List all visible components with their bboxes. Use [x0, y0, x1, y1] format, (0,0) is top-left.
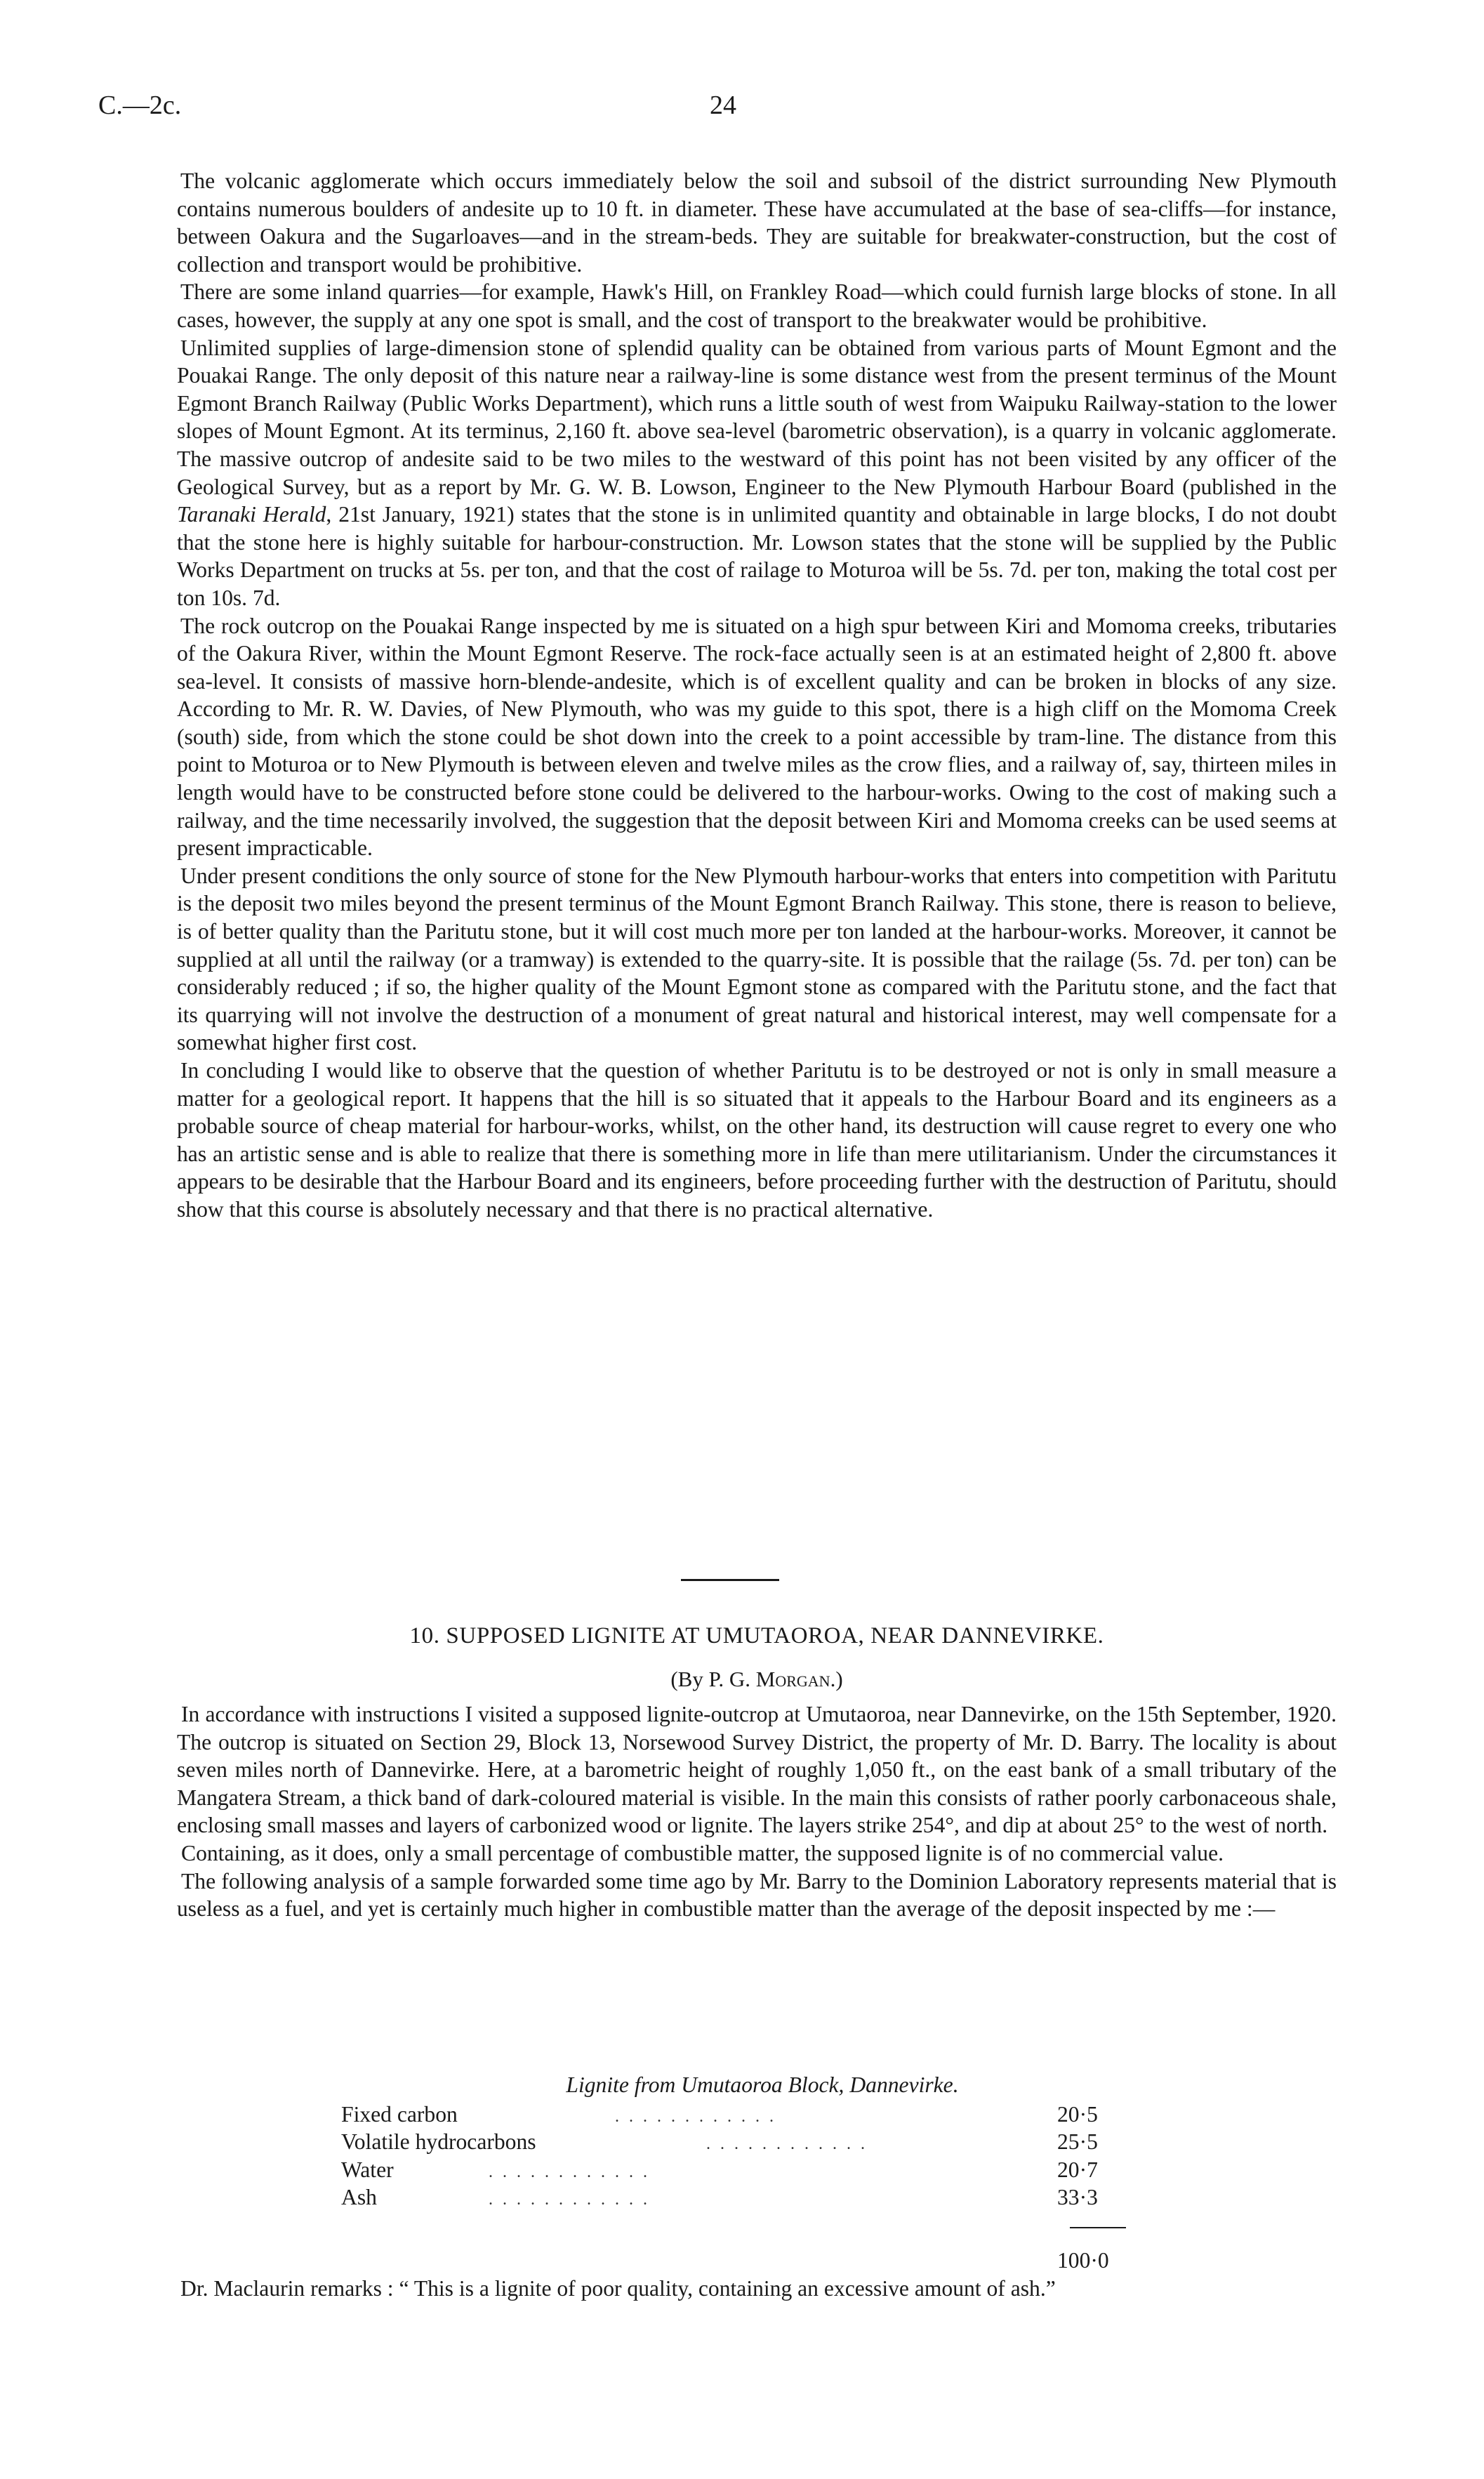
section-title: 10. SUPPOSED LIGNITE AT UMUTAOROA, NEAR DANNEVIRKE.: [409, 1623, 1104, 1648]
paragraph-mount-egmont-part1: Unlimited supplies of large-dimension stone of splendid quality can be obtained from various parts of Mount Egmont and the Pouakai Range. The only deposit of this nature near a railway-line is some distance west from the present terminus of the Mount Egmont Branch Railway (Public Works Department), which runs a little south of west from Waipuku Railway-station to the lower slopes of Mount Egmont. At its terminus, 2,160 ft. above sea-level (barometric observation), is a quarry in volcanic agglomerate. The massive outcrop of andesite said to be two miles to the westward of this point has not been visited by any officer of the Geological Survey, but as a report by Mr. G. W. B. Lowson, Engineer to the New Plymouth Harbour Board (published in the: [177, 335, 1337, 499]
table-row: [341, 2128, 1134, 2156]
analysis-table-title: Lignite from Umutaoroa Block, Dannevirke.: [566, 2073, 959, 2097]
remark-text: Dr. Maclaurin remarks : “ This is a lignite of poor quality, containing an excessive amount of ash.”: [180, 2276, 1056, 2301]
paragraph-pouakai-range: The rock outcrop on the Pouakai Range inspected by me is situated on a high spur between Kiri and Momoma creeks, tributaries of the Oakura River, within the Mount Egmont Reserve. The rock-face actually seen is at an estimated height of 2,800 ft. above sea-level. It consists of massive horn-blende-andesite, which is of excellent quality and can be broken in blocks of any size. According to Mr. R. W. Davies, of New Plymouth, who was my guide to this spot, there is a high cliff on the Momoma Creek (south) side, from which the stone could be shot down into the creek to a point accessible by tram-line. The distance from this point to Moturoa or to New Plymouth is between eleven and twelve miles as the crow flies, and a railway of, say, thirteen miles in length would have to be constructed before stone could be delivered to the harbour-works. Owing to the cost of making such a railway, and the time necessarily involved, the suggestion that the deposit between Kiri and Momoma creeks can be used seems at present impracticable.: [177, 613, 1337, 861]
table-row: [341, 2156, 1134, 2184]
section-body: [177, 1700, 1337, 1923]
byline-author: P. G. Morgan: [708, 1667, 830, 1691]
analysis-total: 100·0: [1057, 2248, 1109, 2273]
paragraph-analysis-intro: The following analysis of a sample forwarded some time ago by Mr. Barry to the Dominion Laboratory represents material that is useless as a fuel, and yet is certainly much higher in combustible matter than the average of the deposit inspected by me :—: [177, 1868, 1337, 1922]
total-rule: [1070, 2227, 1126, 2228]
paragraph-agglomerate: The volcanic agglomerate which occurs immediately below the soil and subsoil of the district surrounding New Plymouth contains numerous boulders of andesite up to 10 ft. in diameter. These have accumulated at the base of sea-cliffs—for instance, between Oakura and the Sugarloaves—and in the stream-beds. They are suitable for breakwater-construction, but the cost of collection and transport would be prohibitive.: [177, 168, 1337, 277]
row-label: Volatile hydrocarbons: [341, 2129, 536, 2155]
section-byline: [177, 1667, 1337, 1692]
document-reference: C.—2c.: [98, 91, 182, 120]
paragraph-present-conditions: Under present conditions the only source of stone for the New Plymouth harbour-works that enters into competition with Paritutu is the deposit two miles beyond the present terminus of the Mount Egmont Branch Railway. This stone, there is reason to believe, is of better quality than the Paritutu stone, but it will cost much more per ton landed at the harbour-works. Moreover, it cannot be supplied at all until the railway (or a tramway) is extended to the quarry-site. It is possible that the railage (5s. 7d. per ton) can be considerably reduced ; if so, the higher quality of the Mount Egmont stone as compared with the Paritutu stone, and the fact that its quarrying will not involve the destruction of a monument of great natural and historical interest, may well compensate for a somewhat higher first cost.: [177, 863, 1337, 1055]
section-divider: [681, 1579, 779, 1581]
remark: [177, 2275, 1337, 2303]
dot-leader: . . . . . . . . . . . .: [706, 2135, 868, 2154]
table-row: [341, 2183, 1134, 2212]
paragraph-visit: In accordance with instructions I visited a supposed lignite-outcrop at Umutaoroa, near Dannevirke, on the 15th September, 1920. The outcrop is situated on Section 29, Block 13, Norsewood Survey District, the property of Mr. D. Barry. The locality is about seven miles north of Dannevirke. Here, at a barometric height of roughly 1,050 ft., on the east bank of a small tributary of the Mangatera Stream, a thick band of dark-coloured material is visible. In the main this consists of rather poorly carbonaceous shale, enclosing small masses and layers of carbonized wood or lignite. The layers strike 254°, and dip at about 25° to the west of north.: [177, 1702, 1337, 1838]
main-body: [177, 167, 1337, 1224]
paragraph-commercial-value: Containing, as it does, only a small percentage of combustible matter, the supposed lignite is of no commercial value.: [181, 1840, 1224, 1865]
paragraph-mount-egmont-part2: , 21st January, 1921) states that the stone is in unlimited quantity and obtainable in large blocks, I do not doubt that the stone here is highly suitable for harbour-construction. Mr. Lowson states that the stone will be supplied by the Public Works Department on trucks at 5s. per ton, and that the cost of railage to Moturoa will be 5s. 7d. per ton, making the total cost per ton 10s. 7d.: [177, 502, 1337, 610]
page-header: [98, 90, 1348, 132]
paragraph-conclusion: In concluding I would like to observe that the question of whether Paritutu is to be destroyed or not is only in small measure a matter for a geological report. It happens that the hill is so situated that it appeals to the Harbour Board and its engineers as a probable source of cheap material for harbour-works, whilst, on the other hand, its destruction will cause regret to every one who has an artistic sense and is able to realize that there is something more in life than mere utilitarianism. Under the circumstances it appears to be desirable that the Harbour Board and its engineers, before proceeding further with the destruction of Paritutu, should show that this course is absolutely necessary and that there is no practical alternative.: [177, 1058, 1337, 1222]
row-value: 20·7: [1057, 2157, 1098, 2182]
table-row: [341, 2101, 1134, 2129]
row-label: Water: [341, 2157, 394, 2182]
byline-prefix: (By: [670, 1667, 709, 1691]
newspaper-title: Taranaki Herald: [177, 502, 326, 527]
row-label: Ash: [341, 2185, 377, 2210]
paragraph-inland-quarries: There are some inland quarries—for example, Hawk's Hill, on Frankley Road—which could furnish large blocks of stone. In all cases, however, the supply at any one spot is small, and the cost of transport to the breakwater would be prohibitive.: [177, 279, 1337, 332]
row-label: Fixed carbon: [341, 2101, 458, 2127]
dot-leader: . . . . . . . . . . . .: [615, 2107, 776, 2126]
byline-suffix: .): [830, 1667, 843, 1691]
dot-leader: . . . . . . . . . . . .: [489, 2190, 650, 2209]
analysis-table: [341, 2071, 1134, 2273]
paragraph-mount-egmont: [177, 334, 1337, 612]
row-value: 33·3: [1057, 2185, 1098, 2210]
dot-leader: . . . . . . . . . . . .: [489, 2162, 650, 2181]
row-value: 20·5: [1057, 2101, 1098, 2127]
page-number: 24: [710, 91, 736, 120]
row-value: 25·5: [1057, 2129, 1098, 2155]
